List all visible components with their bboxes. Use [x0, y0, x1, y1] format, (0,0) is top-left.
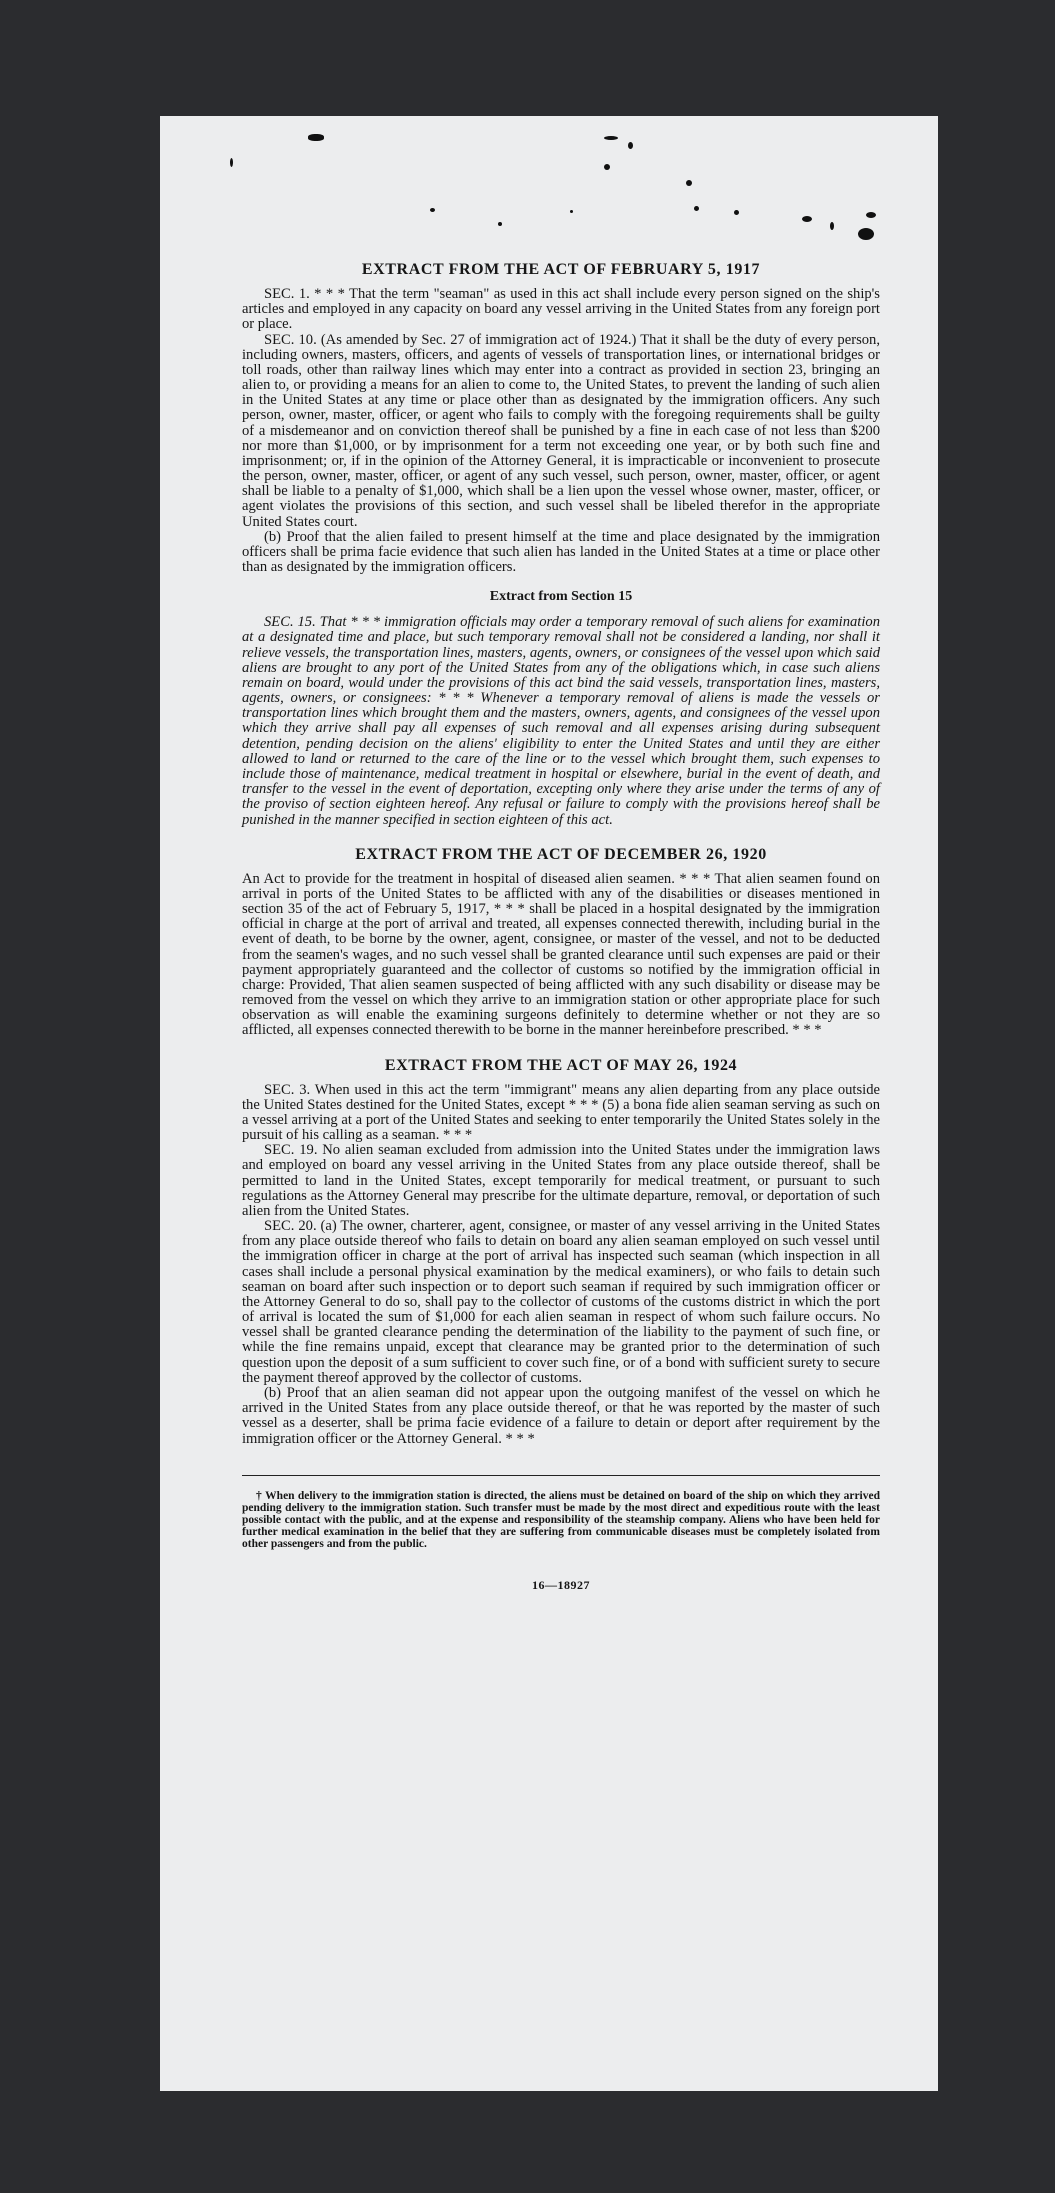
paragraph-sec-1: SEC. 1. * * * That the term "seaman" as used in this act shall include every person signed on the ship's articles and employed in any capacity on board any vessel arriving in the United States from any foreign port or place. — [242, 286, 880, 333]
paragraph-sec-10: SEC. 10. (As amended by Sec. 27 of immigration act of 1924.) That it shall be the duty of every person, including owners, masters, officers, and agents of vessels of transportation lines, or international bridges or toll roads, other than railway lines which may enter into a contract as provided in section 23, bringing an alien to, or providing a means for an alien to come to, the United States, to prevent the landing of such alien in the United States at any time or place other than as designated by the immigration officers. Any such person, owner, master, officer, or agent who fails to comply with the foregoing requirements shall be guilty of a misdemeanor and on conviction thereof shall be punished by a fine in each case of not less than $200 nor more than $1,000, or by imprisonment for a term not exceeding one year, or by both such fine and imprisonment; or, if in the opinion of the Attorney General, it is impracticable or inconvenient to prosecute the person, owner, master, officer, or agent of any such vessel, such person, owner, master, officer, or agent shall be liable to a penalty of $1,000, which shall be a lien upon the vessel whose owner, master, officer, or agent violates the provisions of this section, and such vessel shall be libeled therefor in the appropriate United States court. — [242, 331, 880, 530]
paragraph-sec-10-b: (b) Proof that the alien failed to present himself at the time and place designated by the immigration officers shall be prima facie evidence that such alien has landed in the United States at a time or place other than as designated by the immigration officers. — [242, 528, 880, 576]
subheading-section-15: Extract from Section 15 — [489, 589, 633, 605]
scan-speck — [830, 222, 834, 230]
footnote-divider — [242, 1475, 880, 1476]
scan-speck — [230, 158, 233, 167]
paragraph-sec-20-a: SEC. 20. (a) The owner, charterer, agent, consignee, or master of any vessel arriving in the United States from any place outside thereof who fails to detain on board any alien seaman employed on such vessel until the immigration officer in charge at the port of arrival has inspected such seaman (which inspection in all cases shall include a personal physical examination by the medical examiners), or who fails to detain such seaman on board after such inspection or to deport such seaman if required by such immigration officer or the Attorney General to do so, shall pay to the collector of customs of the customs district in which the port of arrival is located the sum of $1,000 for each alien seaman in respect of whom such failure occurs. No vessel shall be granted clearance pending the determination of the liability to the payment of such fine, or while the fine remains unpaid, except that clearance may be granted prior to the determination of such question upon the deposit of a sum sufficient to cover such fine, or of a bond with sufficient surety to secure the payment thereof approved by the collector of customs. — [242, 1218, 880, 1386]
paragraph-sec-19: SEC. 19. No alien seaman excluded from admission into the United States under the immigration laws and employed on board any vessel arriving in the United States from any place outside thereof, shall be permitted to land in the United States, except temporarily for medical treatment, or pursuant to such regulations as the Attorney General may prescribe for the ultimate departure, removal, or deportation of such alien from the United States. — [242, 1142, 880, 1219]
scan-speck — [498, 222, 502, 226]
paragraph-act-1920: An Act to provide for the treatment in hospital of diseased alien seamen. * * * That alien seamen found on arrival in ports of the United States to be afflicted with any of the disabilities or diseases mentioned in section 35 of the act of February 5, 1917, * * * shall be placed in a hospital designated by the immigration official in charge at the port of arrival and treated, all expenses connected therewith, including burial in the event of death, to be borne by the owner, agent, consignee, or master of the vessel, and not to be deducted from the seamen's wages, and no such vessel shall be granted clearance until such expenses are paid or their payment appropriately guaranteed and the collector of customs so notified by the immigration official in charge: Provided, That alien seamen suspected of being afflicted with any such disability or disease may be removed from the vessel on which they arrive to an immigration station or other appropriate place for such observation as will enable the examining surgeons definitely to determine whether or not they are so afflicted, all expenses connected therewith to be borne in the manner hereinbefore prescribed. * * * — [242, 870, 880, 1039]
scan-speck — [628, 142, 633, 149]
heading-act-dec-1920: EXTRACT FROM THE ACT OF DECEMBER 26, 1920 — [355, 845, 767, 863]
paragraph-sec-20-b: (b) Proof that an alien seaman did not appear upon the outgoing manifest of the vessel on which he arrived in the United States from any place outside thereof, or that he was reported by the master of such vessel as a deserter, shall be prima facie evidence of a failure to detain or deport after requirement by the immigration officer or the Attorney General. * * * — [242, 1385, 880, 1447]
scan-speck — [858, 228, 874, 240]
scan-speck — [694, 206, 699, 211]
scan-speck — [308, 134, 324, 141]
form-code: 16—18927 — [532, 1578, 590, 1592]
heading-act-may-1924: EXTRACT FROM THE ACT OF MAY 26, 1924 — [384, 1056, 738, 1074]
heading-act-feb-1917: EXTRACT FROM THE ACT OF FEBRUARY 5, 1917 — [361, 261, 761, 278]
paragraph-sec-15: SEC. 15. That * * * immigration officials may order a temporary removal of such aliens for examination at a designated time and place, but such temporary removal shall not be considered a landing, nor shall it relieve vessels, the transportation lines, masters, agents, owners, or consignees of the vessel upon which said aliens are brought to any port of the United States from any of the obligations which, in case such aliens remain on board, would under the provisions of this act bind the said vessels, transportation lines, masters, agents, owners, or consignees: * * * Whenever a temporary removal of aliens is made the vessels or transportation lines which brought them and the masters, owners, agents, and consignees of the vessel upon which they arrive shall pay all expenses of such removal and all expenses arising during subsequent detention, pending decision on the aliens' eligibility to enter the United States and until they are either allowed to land or returned to the care of the line or to the vessel which brought them, such expenses to include those of maintenance, medical treatment in hospital or elsewhere, burial in the event of death, and transfer to the vessel in the event of deportation, excepting only where they arise under the terms of any of the proviso of section eighteen hereof. Any refusal or failure to comply with the provisions hereof shall be punished in the manner specified in section eighteen of this act. — [242, 614, 880, 828]
document-page — [160, 116, 938, 2091]
scan-speck — [734, 210, 739, 215]
scan-speck — [604, 136, 618, 140]
scan-speck — [604, 164, 610, 170]
scan-speck — [802, 216, 812, 222]
scan-speck — [686, 180, 692, 186]
scan-speck — [866, 212, 876, 218]
paragraph-sec-3: SEC. 3. When used in this act the term "immigrant" means any alien departing from any place outside the United States destined for the United States, except * * * (5) a bona fide alien seaman serving as such on a vessel arriving at a port of the United States and seeking to enter temporarily the United States solely in the pursuit of his calling as a seaman. * * * — [242, 1081, 880, 1144]
footnote: † When delivery to the immigration station is directed, the aliens must be detained on board of the ship on which they arrived pending delivery to the immigration station. Such transfer must be made by the most direct and expeditious route with the least possible contact with the public, and at the expense and responsibility of the steamship company. Aliens who have been held for further medical examination in the belief that they are suffering from communicable diseases must be completely isolated from other passengers and from the public. — [242, 1489, 880, 1550]
scan-speck — [570, 210, 573, 213]
scan-speck — [430, 208, 435, 212]
